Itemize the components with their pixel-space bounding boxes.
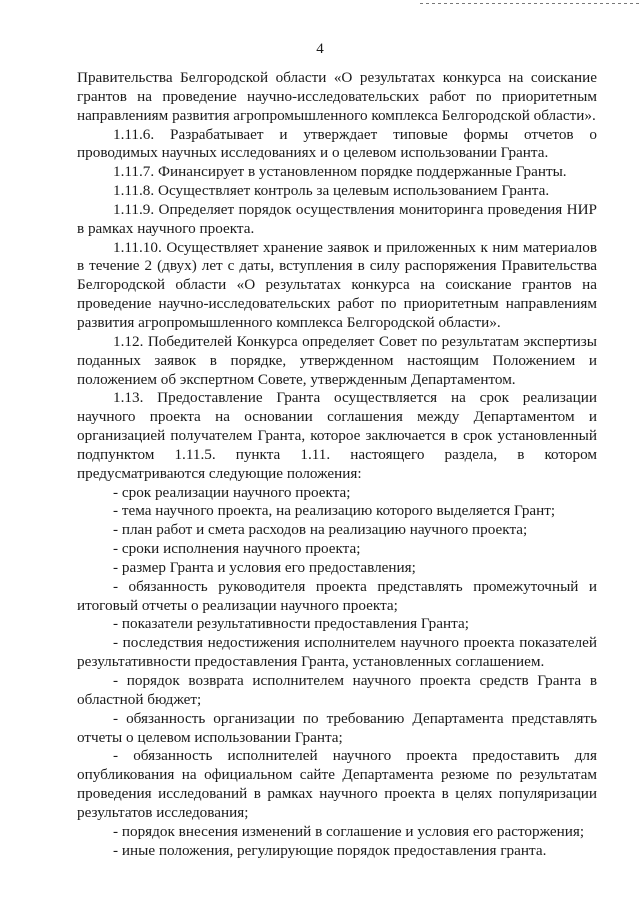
paragraph: 1.12. Победителей Конкурса определяет Совет по результатам экспертизы поданных заявок в порядке, утвержденном настоящим Положением и положением об экспертном Совете, утвержденным Департаментом. — [77, 332, 597, 388]
list-item: - показатели результативности предоставления Гранта; — [113, 615, 469, 633]
paragraph: 1.11.7. Финансирует в установленном порядке поддержанные Гранты. — [113, 163, 567, 181]
top-edge-mark — [420, 3, 640, 4]
list-item: - план работ и смета расходов на реализацию научного проекта; — [113, 521, 528, 539]
list-item: - обязанность организации по требованию Департамента представлять отчеты о целевом использовании Гранта; — [77, 709, 597, 746]
list-item: - иные положения, регулирующие порядок предоставления гранта. — [113, 841, 547, 859]
paragraph: 1.11.10. Осуществляет хранение заявок и приложенных к ним материалов в течение 2 (двух) лет с даты, вступления в силу распоряжения Правительства Белгородской области «О результатах конкурса на соискание грантов на проведение научно-исследовательских работ по приоритетным направлениям развития агропромышленного комплекса Белгородской области». — [77, 238, 597, 331]
paragraph: 1.11.6. Разрабатывает и утверждает типовые формы отчетов о проводимых научных исследованиях и о целевом использовании Гранта. — [77, 125, 597, 162]
list-item: - обязанность руководителя проекта представлять промежуточный и итоговый отчеты о реализации научного проекта; — [77, 577, 597, 614]
list-item: - порядок возврата исполнителем научного проекта средств Гранта в областной бюджет; — [77, 672, 597, 708]
list-item: - срок реализации научного проекта; — [113, 483, 351, 501]
list-item: - порядок внесения изменений в соглашение и условия его расторжения; — [113, 822, 585, 840]
list-item: - обязанность исполнителей научного проекта предоставить для опубликования на официальном сайте Департамента резюме по результатам проведения исследований в рамках научного проекта в целях популяризации результатов исследования; — [77, 747, 597, 821]
list-item: - тема научного проекта, на реализацию которого выделяется Грант; — [113, 502, 556, 520]
page-number: 4 — [316, 41, 324, 57]
paragraph: 1.11.8. Осуществляет контроль за целевым использованием Гранта. — [113, 182, 550, 200]
paragraph: 1.11.9. Определяет порядок осуществления мониторинга проведения НИР в рамках научного проекта. — [77, 200, 597, 237]
list-item: - сроки исполнения научного проекта; — [113, 540, 361, 558]
document-body — [77, 69, 597, 860]
list-item: - размер Гранта и условия его предоставления; — [113, 558, 416, 576]
paragraph: 1.13. Предоставление Гранта осуществляется на срок реализации научного проекта на основании соглашения между Департаментом и организацией получателем Гранта, которое заключается в срок установленный подпунктом 1.11.5. пункта 1.11. настоящего раздела, в котором предусматриваются следующие положения: — [77, 389, 597, 482]
list-item: - последствия недостижения исполнителем научного проекта показателей результативности предоставления Гранта, установленных соглашением. — [77, 634, 597, 671]
paragraph: Правительства Белгородской области «О результатах конкурса на соискание грантов на проведение научно-исследовательских работ по приоритетным направлениям развития агропромышленного комплекса Белгородской области». — [77, 69, 597, 124]
